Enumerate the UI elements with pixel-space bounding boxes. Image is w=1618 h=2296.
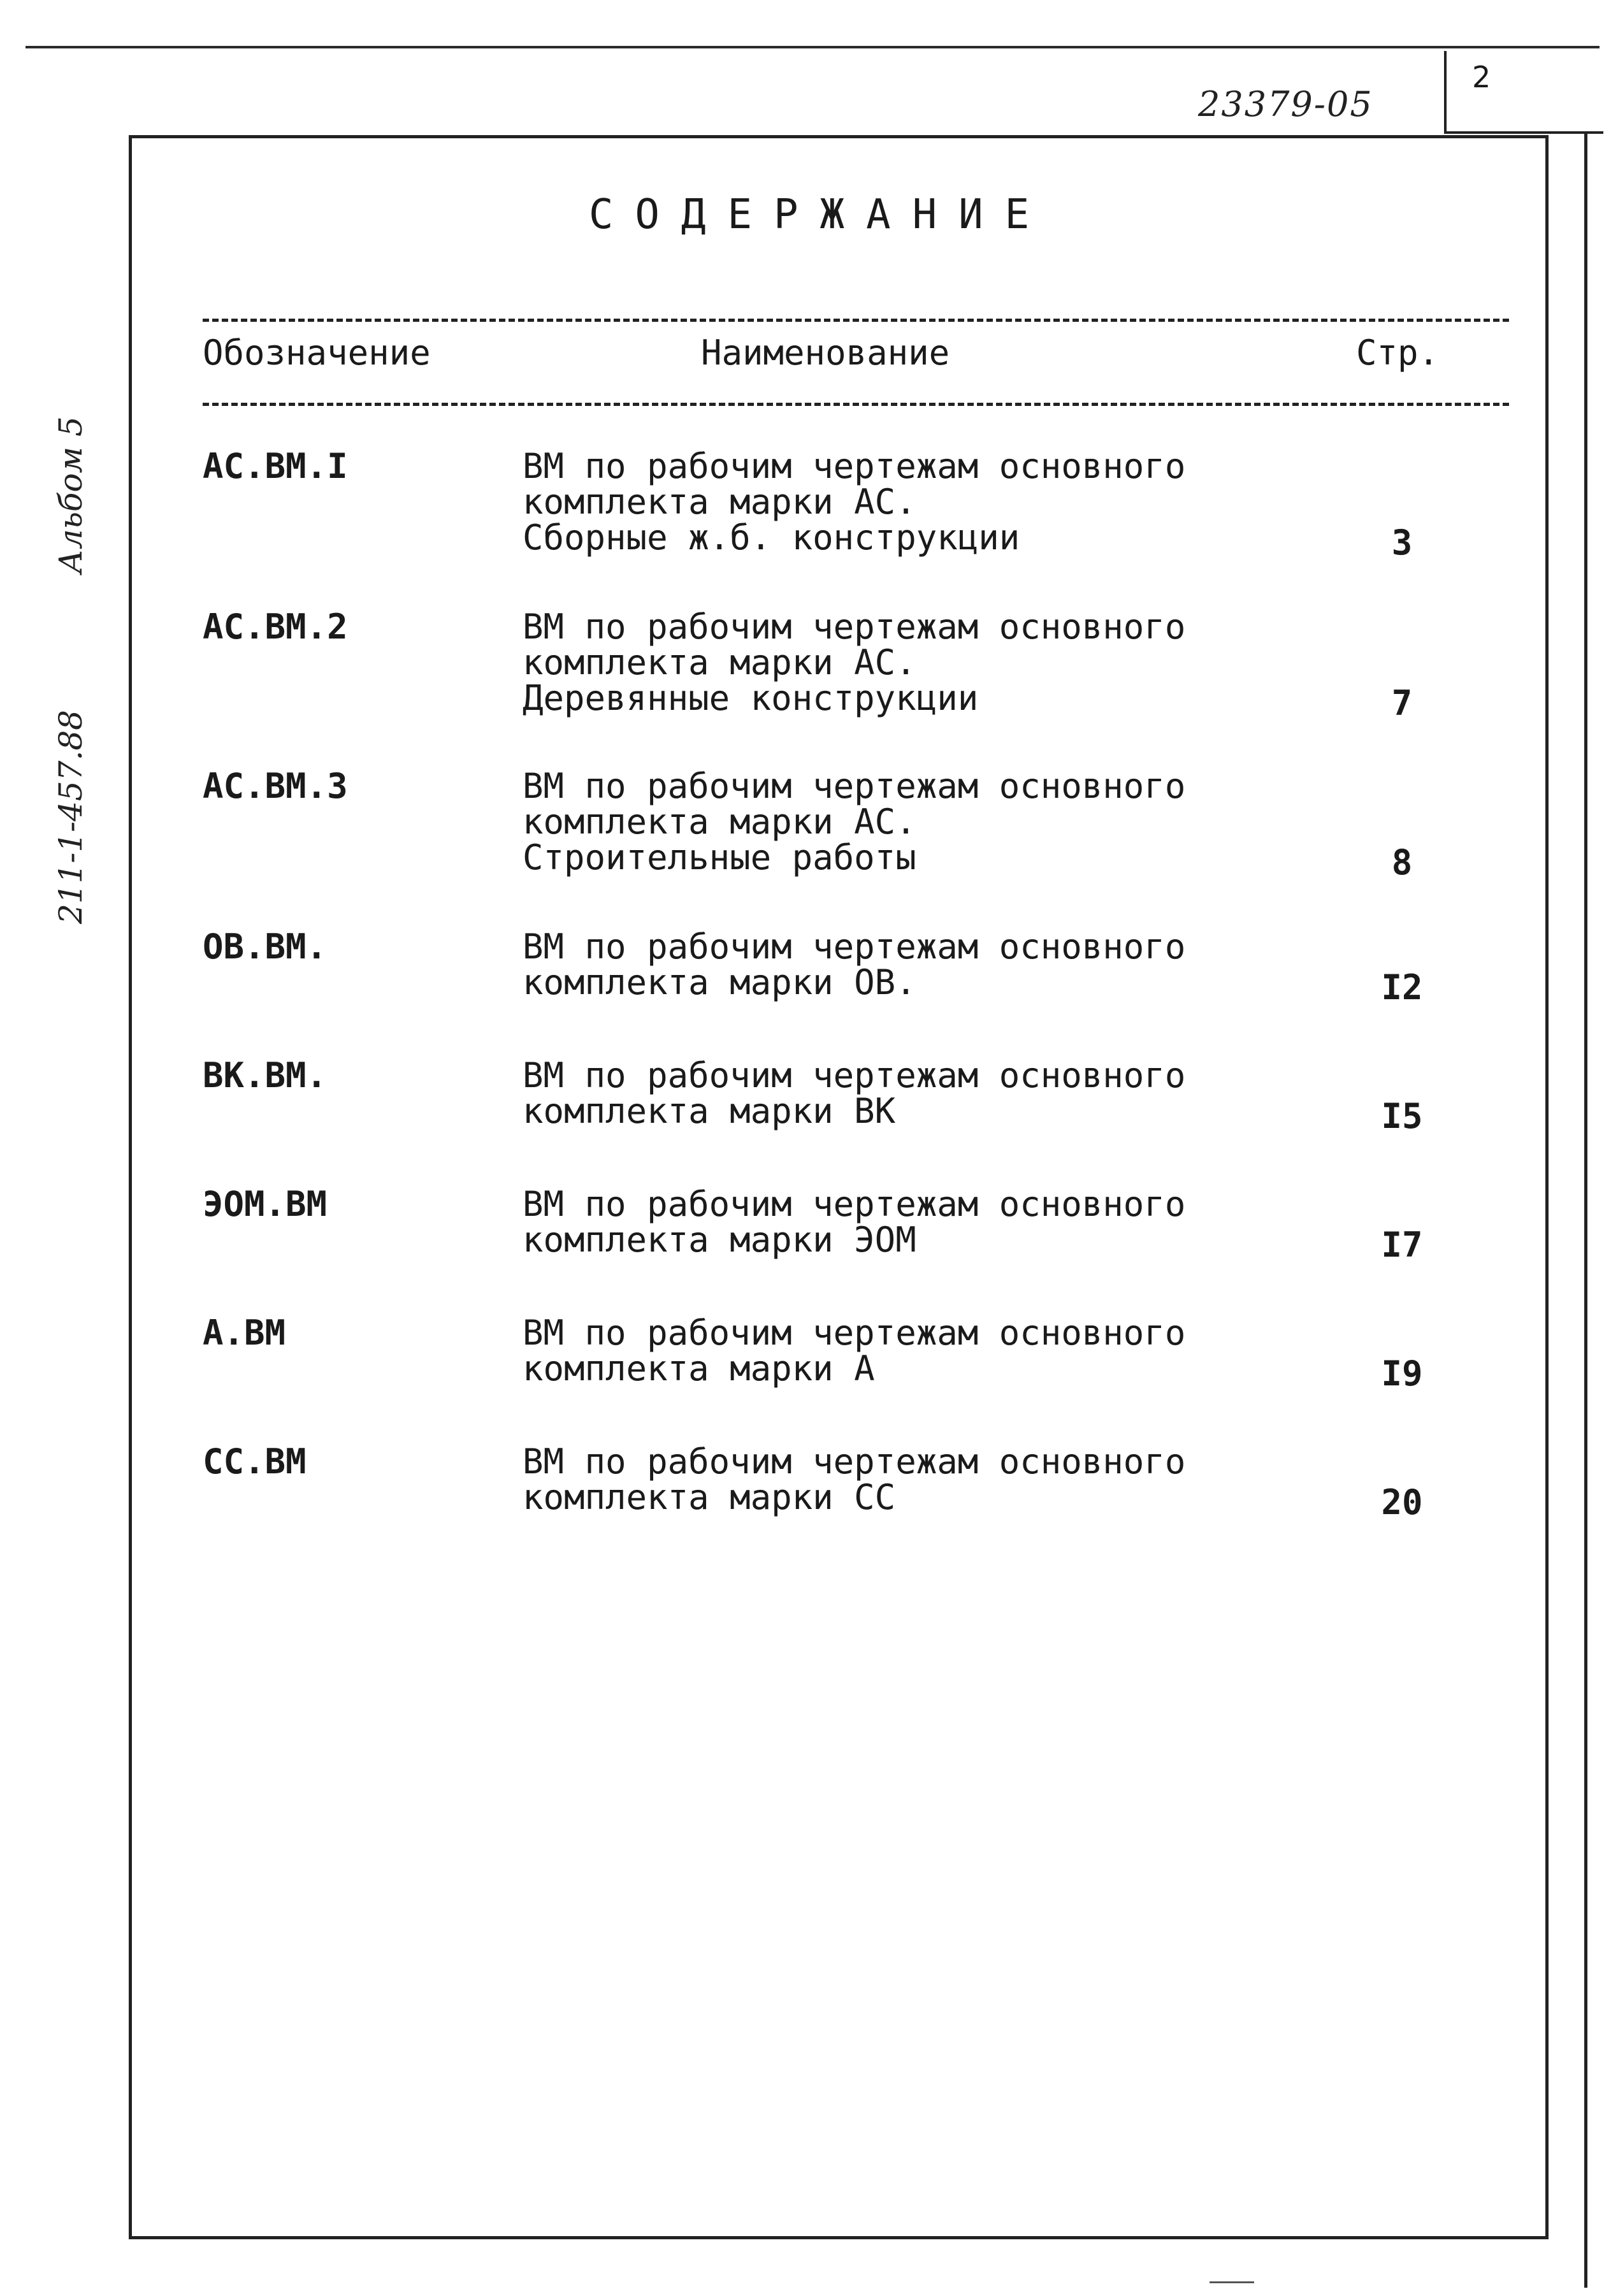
entry-name (523, 929, 1275, 1000)
entry-name-line: комплекта марки АС. (523, 802, 916, 842)
document-code: 23379-05 (1198, 84, 1373, 124)
entry-name-line: ВМ по рабочим чертежам основного (523, 607, 1186, 647)
header-name: Наименование (701, 333, 950, 373)
entry-code: АС.ВМ.3 (203, 766, 348, 806)
entry-name-line: комплекта марки ОВ. (523, 962, 916, 1002)
entry-name (523, 766, 1275, 877)
entry-name-line: комплекта марки АС. (523, 482, 916, 522)
entry-name-line: ВМ по рабочим чертежам основного (523, 766, 1186, 806)
entry-page: 20 (1381, 1482, 1423, 1522)
entry-page: I9 (1381, 1354, 1423, 1394)
header-bottom-dashed-rule (203, 403, 1509, 406)
side-album-label: Альбом 5 (52, 416, 89, 574)
entry-code: АС.ВМ.I (203, 446, 348, 486)
side-series-label: 211-1-457.88 (52, 710, 89, 924)
entry-page: I7 (1381, 1225, 1423, 1265)
entry-name-line: ВМ по рабочим чертежам основного (523, 1441, 1186, 1482)
entry-name-line: комплекта марки СС (523, 1477, 896, 1517)
entry-code: СС.ВМ (203, 1441, 307, 1482)
entry-code: АС.ВМ.2 (203, 607, 348, 647)
entry-name (523, 609, 1275, 716)
entry-name (523, 1315, 1275, 1387)
entry-name (523, 1441, 1275, 1517)
page-number-box (1444, 51, 1603, 134)
entry-page: I5 (1381, 1096, 1423, 1136)
entry-name (523, 1055, 1275, 1131)
entry-name-line: комплекта марки ЭОМ (523, 1220, 916, 1260)
entry-name-line: Строительные работы (523, 837, 916, 877)
entry-page: 7 (1391, 683, 1413, 723)
header-top-dashed-rule (203, 319, 1509, 322)
entry-name (523, 446, 1275, 558)
entry-page: 3 (1391, 523, 1413, 563)
entry-name-line: ВМ по рабочим чертежам основного (523, 927, 1186, 967)
header-code: Обозначение (203, 333, 431, 373)
entry-name-line: Деревянные конструкции (523, 678, 979, 718)
entry-name-line: комплекта марки А (523, 1348, 875, 1389)
entry-code: А.ВМ (203, 1313, 286, 1353)
entry-name-line: Сборные ж.б. конструкции (523, 517, 1020, 558)
entry-code: ВК.ВМ. (203, 1055, 328, 1095)
entry-code: ОВ.ВМ. (203, 927, 328, 967)
page-title: СОДЕРЖАНИЕ (588, 191, 1051, 238)
entry-name-line: ВМ по рабочим чертежам основного (523, 1055, 1186, 1095)
bottom-mark (1210, 2281, 1254, 2283)
top-border-line (25, 46, 1600, 48)
entry-name-line: ВМ по рабочим чертежам основного (523, 1313, 1186, 1353)
page-number: 2 (1472, 60, 1491, 94)
entry-name-line: комплекта марки ВК (523, 1091, 896, 1131)
entry-name-line: ВМ по рабочим чертежам основного (523, 1184, 1186, 1224)
frame-outer-right-line (1584, 134, 1587, 2288)
entry-page: I2 (1381, 967, 1423, 1007)
entry-name-line: комплекта марки АС. (523, 642, 916, 682)
header-page: Стр. (1356, 333, 1440, 373)
entry-page: 8 (1391, 842, 1413, 883)
entry-name (523, 1184, 1275, 1260)
entry-code: ЭОМ.ВМ (203, 1184, 328, 1224)
entry-name-line: ВМ по рабочим чертежам основного (523, 446, 1186, 486)
